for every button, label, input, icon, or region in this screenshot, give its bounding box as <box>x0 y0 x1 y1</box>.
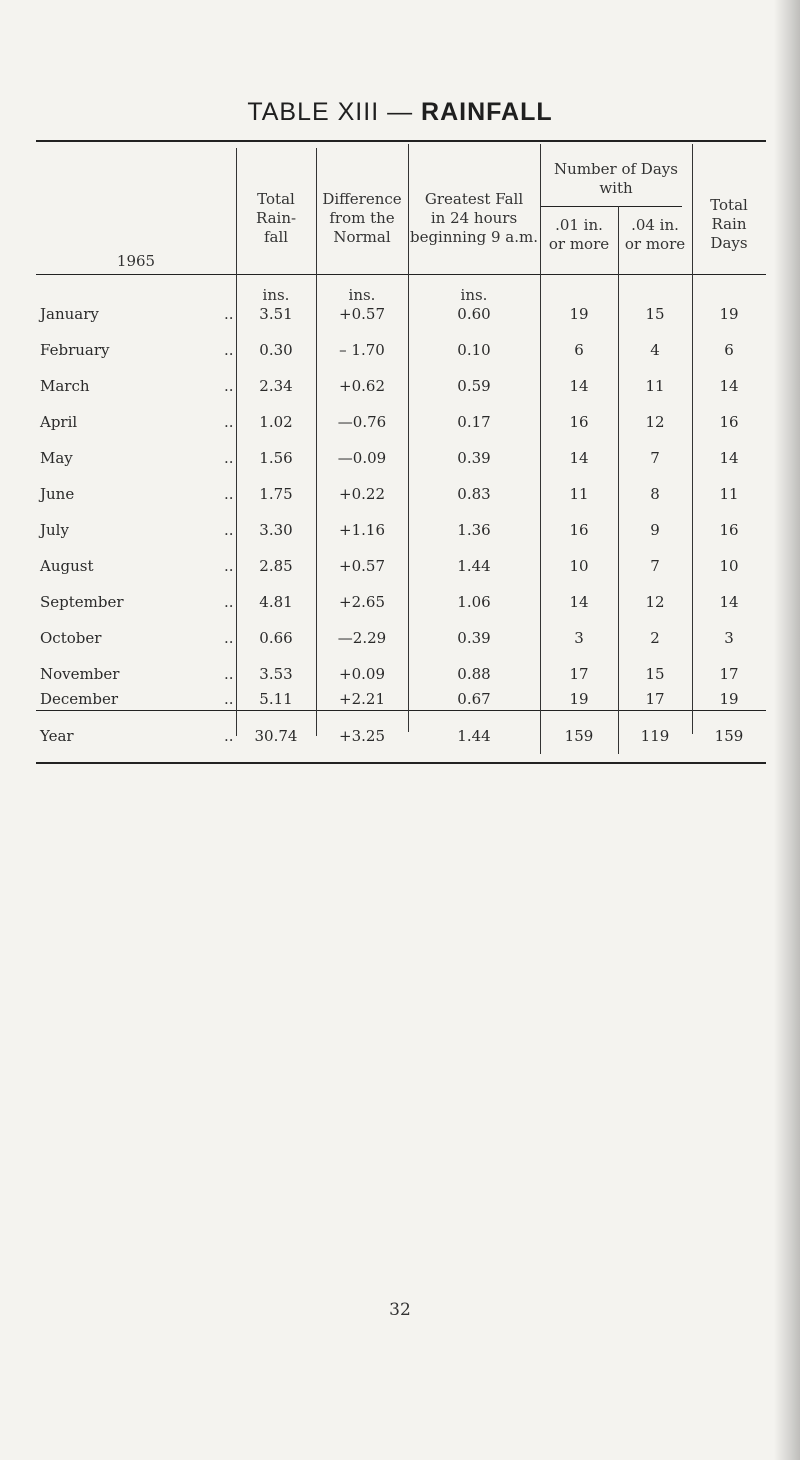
days-01-value: 14 <box>569 377 589 395</box>
header-01in-l1: .01 in. <box>555 216 603 234</box>
header-01in <box>540 216 618 254</box>
days-04-value: 11 <box>645 377 665 395</box>
leader-dots: .. <box>224 557 234 575</box>
header-04in-l1: .04 in. <box>631 216 679 234</box>
header-diff-l3: Normal <box>333 228 391 246</box>
header-total-rain-l3: fall <box>263 228 289 246</box>
header-total-rain-l2: Rain- <box>255 209 297 227</box>
header-number-of-days <box>540 160 692 198</box>
header-total-rain-days <box>692 196 766 253</box>
month-label: March <box>40 377 90 395</box>
header-04in-l2: or more <box>624 235 686 253</box>
leader-dots: .. <box>224 413 234 431</box>
rainfall-value: 4.81 <box>259 593 293 611</box>
month-label: June <box>40 485 75 503</box>
unit-diff: ins. <box>348 286 376 304</box>
greatest-fall-value: 0.88 <box>457 665 491 683</box>
month-label: May <box>40 449 73 467</box>
total-days-value: 6 <box>724 341 734 359</box>
days-04-value: 7 <box>650 449 660 467</box>
header-totaldays-l1: Total <box>710 196 748 214</box>
month-label: February <box>40 341 110 359</box>
days-01-value: 16 <box>569 413 589 431</box>
difference-value: +2.21 <box>339 690 385 708</box>
header-year: 1965 <box>116 252 156 270</box>
greatest-fall-value: 0.59 <box>457 377 491 395</box>
rainfall-value: 1.02 <box>259 413 293 431</box>
bottom-rule <box>36 762 766 764</box>
difference-value: —2.29 <box>337 629 387 647</box>
header-greatest-l2: in 24 hours <box>430 209 518 227</box>
month-label: December <box>40 690 119 708</box>
rainfall-value: 1.56 <box>259 449 293 467</box>
leader-dots: .. <box>224 665 234 683</box>
header-totaldays-l2: Rain <box>711 215 747 233</box>
leader-dots: .. <box>224 593 234 611</box>
subheader-rule <box>540 206 682 207</box>
difference-value: +0.09 <box>339 665 385 683</box>
page-fold-shadow <box>774 0 800 1460</box>
header-totaldays-l3: Days <box>710 234 748 252</box>
year-greatest-fall-value: 1.44 <box>457 727 491 745</box>
days-04-value: 9 <box>650 521 660 539</box>
rainfall-value: 0.30 <box>259 341 293 359</box>
month-label: July <box>40 521 69 539</box>
month-label: September <box>40 593 124 611</box>
total-days-value: 10 <box>719 557 739 575</box>
leader-dots: .. <box>224 449 234 467</box>
difference-value: +0.62 <box>339 377 385 395</box>
total-days-value: 16 <box>719 521 739 539</box>
header-greatest-l3: beginning 9 a.m. <box>409 228 539 246</box>
leader-dots: .. <box>224 521 234 539</box>
unit-greatest: ins. <box>460 286 488 304</box>
header-total-rain <box>236 190 316 247</box>
difference-value: +0.57 <box>339 305 385 323</box>
rainfall-value: 0.66 <box>259 629 293 647</box>
total-days-value: 3 <box>724 629 734 647</box>
total-days-value: 14 <box>719 593 739 611</box>
header-diff-l1: Difference <box>322 190 402 208</box>
total-days-value: 19 <box>719 690 739 708</box>
year-rainfall-value: 30.74 <box>254 727 298 745</box>
leader-dots: .. <box>224 727 234 745</box>
total-days-value: 19 <box>719 305 739 323</box>
header-01in-l2: or more <box>548 235 610 253</box>
leader-dots: .. <box>224 377 234 395</box>
difference-value: +1.16 <box>339 521 385 539</box>
days-01-value: 19 <box>569 305 589 323</box>
total-days-value: 14 <box>719 449 739 467</box>
table-title <box>0 98 800 127</box>
month-label: January <box>40 305 99 323</box>
days-04-value: 12 <box>645 413 665 431</box>
month-label: November <box>40 665 120 683</box>
days-04-value: 17 <box>645 690 665 708</box>
days-04-value: 2 <box>650 629 660 647</box>
total-days-value: 11 <box>719 485 739 503</box>
header-04in <box>618 216 692 254</box>
difference-value: +0.22 <box>339 485 385 503</box>
rainfall-value: 2.85 <box>259 557 293 575</box>
days-01-value: 14 <box>569 449 589 467</box>
total-days-value: 14 <box>719 377 739 395</box>
difference-value: —0.76 <box>337 413 387 431</box>
page-number: 32 <box>389 1300 411 1320</box>
leader-dots: .. <box>224 305 234 323</box>
total-days-value: 16 <box>719 413 739 431</box>
rainfall-value: 1.75 <box>259 485 293 503</box>
days-04-value: 15 <box>645 665 665 683</box>
top-rule <box>36 140 766 142</box>
header-total-rain-l1: Total <box>257 190 295 208</box>
header-rule <box>36 274 766 275</box>
days-01-value: 19 <box>569 690 589 708</box>
days-01-value: 14 <box>569 593 589 611</box>
greatest-fall-value: 0.17 <box>457 413 491 431</box>
greatest-fall-value: 1.44 <box>457 557 491 575</box>
greatest-fall-value: 0.83 <box>457 485 491 503</box>
leader-dots: .. <box>224 629 234 647</box>
days-04-value: 12 <box>645 593 665 611</box>
leader-dots: .. <box>224 341 234 359</box>
leader-dots: .. <box>224 485 234 503</box>
difference-value: +2.65 <box>339 593 385 611</box>
days-04-value: 15 <box>645 305 665 323</box>
month-label: April <box>40 413 78 431</box>
greatest-fall-value: 0.67 <box>457 690 491 708</box>
greatest-fall-value: 0.10 <box>457 341 491 359</box>
days-01-value: 6 <box>574 341 584 359</box>
days-04-value: 7 <box>650 557 660 575</box>
header-greatest-fall <box>408 190 540 247</box>
greatest-fall-value: 0.39 <box>457 629 491 647</box>
difference-value: —0.09 <box>337 449 387 467</box>
days-04-value: 8 <box>650 485 660 503</box>
year-difference-value: +3.25 <box>339 727 385 745</box>
title-main: RAINFALL <box>421 98 553 126</box>
rainfall-value: 3.30 <box>259 521 293 539</box>
month-label: August <box>40 557 94 575</box>
header-greatest-l1: Greatest Fall <box>424 190 524 208</box>
days-01-value: 10 <box>569 557 589 575</box>
leader-dots: .. <box>224 690 234 708</box>
header-numdays-l2: with <box>599 179 633 197</box>
rainfall-value: 5.11 <box>259 690 293 708</box>
title-prefix: TABLE XIII — <box>247 98 422 126</box>
header-difference <box>316 190 408 247</box>
greatest-fall-value: 1.36 <box>457 521 491 539</box>
year-total-days-value: 159 <box>714 727 744 745</box>
header-numdays-l1: Number of Days <box>554 160 678 178</box>
month-label: October <box>40 629 102 647</box>
year-rule <box>36 710 766 711</box>
greatest-fall-value: 1.06 <box>457 593 491 611</box>
rainfall-value: 2.34 <box>259 377 293 395</box>
header-diff-l2: from the <box>329 209 395 227</box>
days-01-value: 17 <box>569 665 589 683</box>
days-01-value: 16 <box>569 521 589 539</box>
year-days-04-value: 119 <box>640 727 670 745</box>
year-label: Year <box>40 727 74 745</box>
days-04-value: 4 <box>650 341 660 359</box>
difference-value: – 1.70 <box>339 341 385 359</box>
total-days-value: 17 <box>719 665 739 683</box>
days-01-value: 3 <box>574 629 584 647</box>
difference-value: +0.57 <box>339 557 385 575</box>
rainfall-value: 3.51 <box>259 305 293 323</box>
rainfall-value: 3.53 <box>259 665 293 683</box>
unit-rain: ins. <box>262 286 290 304</box>
days-01-value: 11 <box>569 485 589 503</box>
rainfall-table <box>36 140 766 764</box>
greatest-fall-value: 0.39 <box>457 449 491 467</box>
greatest-fall-value: 0.60 <box>457 305 491 323</box>
year-days-01-value: 159 <box>564 727 594 745</box>
